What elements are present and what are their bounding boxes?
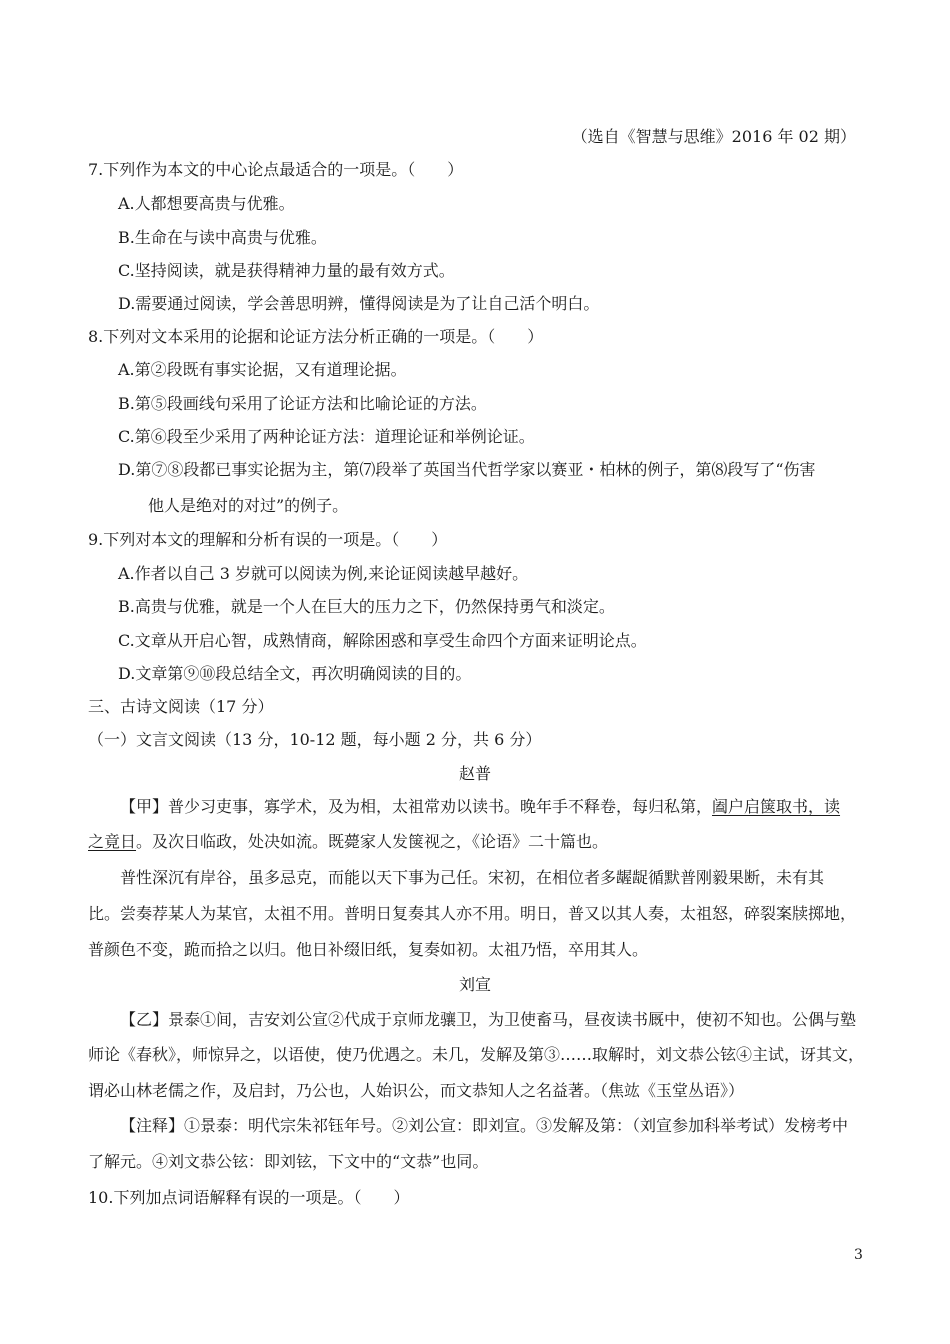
source-citation: （选自《智慧与思维》2016 年 02 期）: [571, 127, 856, 146]
passage-jia-line: 普性深沉有岸谷，虽多忌克，而能以天下事为己任。宋初，在相位者多龌龊循默普刚毅果断，未有其: [120, 868, 825, 887]
passage-title-zhao-pu: 赵普: [458, 764, 491, 783]
question-7-option-d: D.需要通过阅读，学会善思明辨，懂得阅读是为了让自己活个明白。: [118, 294, 600, 313]
underlined-sentence: 阖户启箧取书，读: [712, 797, 841, 816]
question-8-option-d: D.第⑦⑧段都已事实论据为主，第⑺段举了英国当代哲学家以赛亚・柏林的例子，第⑻段写了“伤害: [118, 460, 816, 479]
passage-yi-line: 谓必山林老儒之作，及启封，乃公也，人始识公，而文恭知人之名益著。（焦竑《玉堂丛语》）: [88, 1081, 745, 1100]
passage-yi-line: 【乙】景泰①间，吉安刘公宣②代成于京师龙骧卫，为卫使畜马，昼夜读书厩中，使初不知也。公偶与塾: [120, 1010, 857, 1029]
question-10-stem: 10.下列加点词语解释有误的一项是。（ ）: [88, 1188, 410, 1207]
question-8-option-a: A.第②段既有事实论据，又有道理论据。: [118, 360, 407, 379]
question-8-stem: 8.下列对文本采用的论据和论证方法分析正确的一项是。（ ）: [88, 327, 544, 346]
passage-jia-text: 。及次日临政，处决如流。既薨家人发箧视之，《论语》二十篇也。: [136, 832, 609, 851]
annotation-line: 【注释】①景泰：明代宗朱祁钰年号。②刘公宣：即刘宣。③发解及第：（刘宣参加科举考试）发榜考中: [120, 1116, 849, 1135]
question-7-option-b: B.生命在与读中高贵与优雅。: [118, 228, 327, 247]
question-7-option-c: C.坚持阅读，就是获得精神力量的最有效方式。: [118, 261, 455, 280]
question-9-option-d: D.文章第⑨⑩段总结全文，再次明确阅读的目的。: [118, 664, 472, 683]
question-9-option-b: B.高贵与优雅，就是一个人在巨大的压力之下，仍然保持勇气和淡定。: [118, 597, 615, 616]
passage-yi-line: 师论《春秋》，师惊异之，以语使，使乃优遇之。未几，发解及第③……取解时，刘文恭公铉④主试，讶其文，: [88, 1045, 865, 1064]
question-9-option-c: C.文章从开启心智，成熟情商，解除困惑和享受生命四个方面来证明论点。: [118, 631, 647, 650]
question-7-stem: 7.下列作为本文的中心论点最适合的一项是。（ ）: [88, 160, 464, 179]
passage-jia-line: 普颜色不变，跪而拾之以归。他日补缀旧纸，复奏如初。太祖乃悟，卒用其人。: [88, 940, 649, 959]
page-number: 3: [854, 1247, 863, 1263]
underlined-sentence: 之竟日: [88, 832, 137, 851]
question-7-option-a: A.人都想要高贵与优雅。: [118, 194, 295, 213]
passage-jia-line: 比。尝奏荐某人为某官，太祖不用。普明日复奏其人亦不用。明日，普又以其人奏，太祖怒，碎裂案牍掷地，: [88, 904, 857, 923]
annotation-line: 了解元。④刘文恭公铉：即刘铉，下文中的“文恭”也同。: [88, 1152, 489, 1171]
question-9-option-a: A.作者以自己 3 岁就可以阅读为例,来论证阅读越早越好。: [118, 564, 529, 583]
question-8-option-c: C.第⑥段至少采用了两种论证方法：道理论证和举例论证。: [118, 427, 535, 446]
section-heading: 三、古诗文阅读（17 分）: [88, 697, 274, 716]
question-8-option-b: B.第⑤段画线句采用了论证方法和比喻论证的方法。: [118, 394, 487, 413]
passage-jia-line: [120, 797, 840, 817]
passage-title-liu-xuan: 刘宣: [458, 975, 491, 994]
question-9-stem: 9.下列对本文的理解和分析有误的一项是。（ ）: [88, 530, 448, 549]
passage-jia-text: 【甲】普少习吏事，寡学术，及为相，太祖常劝以读书。晚年手不释卷，每归私第，: [120, 797, 713, 816]
question-8-option-d-continued: 他人是绝对的对过”的例子。: [148, 496, 349, 515]
subsection-heading: （一）文言文阅读（13 分，10-12 题，每小题 2 分，共 6 分）: [88, 730, 542, 749]
passage-jia-line: [88, 832, 608, 852]
